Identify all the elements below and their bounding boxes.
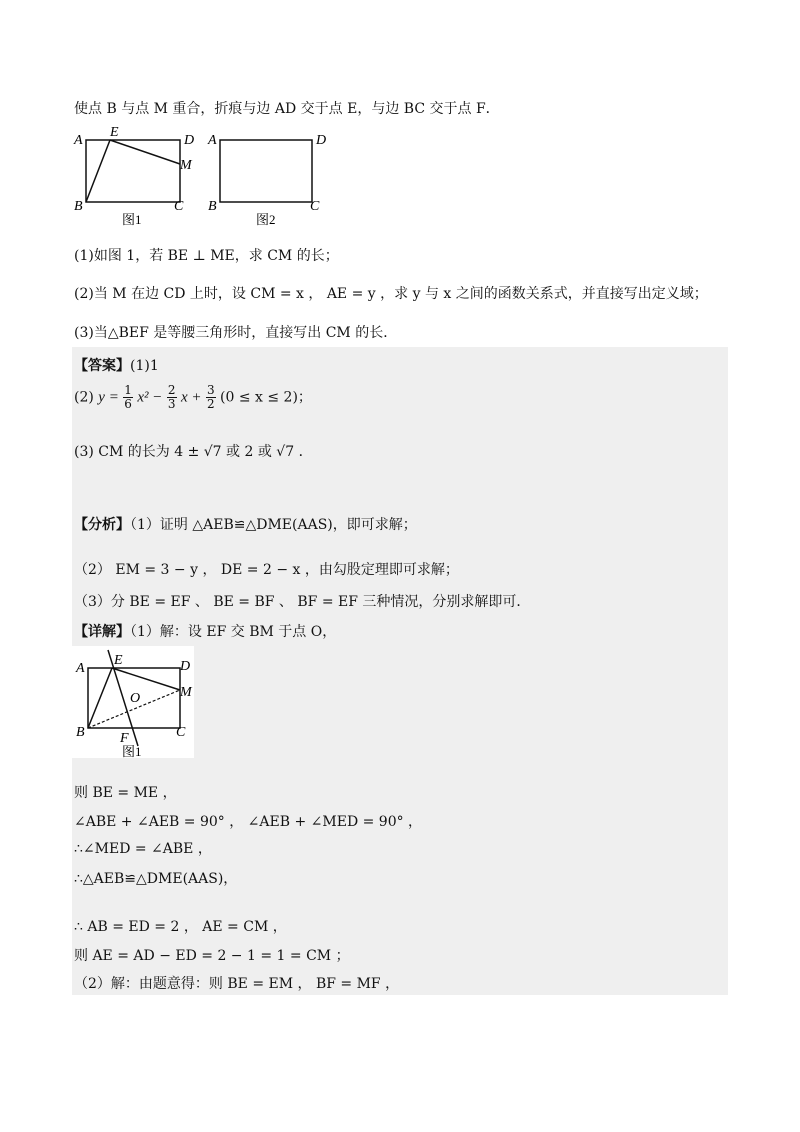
answer-2-prefix: (2) — [74, 389, 94, 406]
detail-step-2: ∠ABE + ∠AEB = 90° ， ∠AEB + ∠MED = 90° ， — [74, 814, 423, 830]
label-C: C — [310, 199, 320, 214]
answer-line-1 — [74, 355, 159, 375]
detail-step-4: ∴△AEB≌△DME(AAS)， — [74, 871, 238, 887]
detail-step-7: （2）解：由题意得：则 BE = EM ， BF = MF ， — [74, 976, 400, 992]
fig1-caption: 图1 — [122, 212, 142, 227]
detail-label: 【详解】 — [74, 624, 130, 640]
detail-fig-caption: 图1 — [122, 744, 142, 758]
label-B: B — [208, 199, 217, 214]
question-1: (1)如图 1，若 BE ⊥ ME，求 CM 的长； — [74, 248, 339, 264]
figure-1 — [73, 125, 194, 227]
question-3: (3)当△BEF 是等腰三角形时，直接写出 CM 的长． — [74, 325, 398, 341]
label-B: B — [76, 725, 85, 740]
figure-1-2 — [70, 124, 340, 230]
label-E: E — [110, 125, 119, 140]
analysis-line-1 — [74, 514, 417, 534]
figure-2 — [207, 133, 326, 227]
label-A: A — [208, 133, 217, 148]
label-D: D — [180, 659, 191, 674]
answer-1: (1)1 — [130, 358, 159, 374]
label-C: C — [174, 199, 184, 214]
fig2-caption: 图2 — [256, 212, 276, 227]
label-B: B — [74, 199, 83, 214]
label-D: D — [184, 133, 195, 148]
answer-2-domain: (0 ≤ x ≤ 2)； — [220, 389, 312, 406]
fraction-2: $\frac{2}{3}$ — [167, 383, 176, 411]
label-A: A — [74, 133, 83, 148]
analysis-line-2: （2） EM = 3 − y ， DE = 2 − x ，由勾股定理即可求解； — [74, 562, 459, 578]
label-F: F — [120, 731, 129, 746]
label-M: M — [180, 685, 192, 700]
answer-line-2 — [74, 384, 312, 411]
answer-2-y: y = — [98, 389, 119, 406]
answer-2-term-2: x + — [180, 389, 202, 406]
answer-2-term-1: x² − — [137, 389, 163, 406]
analysis-line-3: （3）分 BE = EF 、 BE = BF 、 BF = EF 三种情况，分别求解即可． — [74, 594, 531, 610]
fraction-1: $\frac{1}{6}$ — [124, 383, 132, 411]
detail-step-5: ∴ AB = ED = 2 ， AE = CM ， — [74, 919, 287, 935]
answer-line-3: (3) CM 的长为 4 ± √7 或 2 或 √7 ． — [74, 444, 313, 460]
fraction-3: $\frac{3}{2}$ — [206, 383, 215, 411]
label-M: M — [180, 158, 192, 173]
question-2: (2)当 M 在边 CD 上时，设 CM = x ， AE = y ，求 y 与 x 之间的函数关系式，并直接写出定义域； — [74, 286, 708, 302]
detail-figure — [72, 646, 194, 758]
label-D: D — [316, 133, 327, 148]
detail-intro: （1）解：设 EF 交 BM 于点 O， — [130, 624, 337, 640]
label-E: E — [114, 653, 123, 668]
label-C: C — [176, 725, 186, 740]
detail-step-6: 则 AE = AD − ED = 2 − 1 = 1 = CM ； — [74, 948, 350, 964]
problem-line-1: 使点 B 与点 M 重合，折痕与边 AD 交于点 E，与边 BC 交于点 F． — [74, 101, 500, 117]
label-O: O — [130, 691, 141, 706]
detail-step-3: ∴∠MED = ∠ABE ， — [74, 841, 212, 857]
label-A: A — [76, 661, 85, 676]
analysis-label: 【分析】 — [74, 517, 130, 533]
detail-step-1: 则 BE = ME ， — [74, 785, 177, 801]
analysis-p1: （1）证明 △AEB≌△DME(AAS)，即可求解； — [130, 517, 417, 533]
detail-line-intro — [74, 621, 336, 641]
answer-label: 【答案】 — [74, 358, 130, 374]
